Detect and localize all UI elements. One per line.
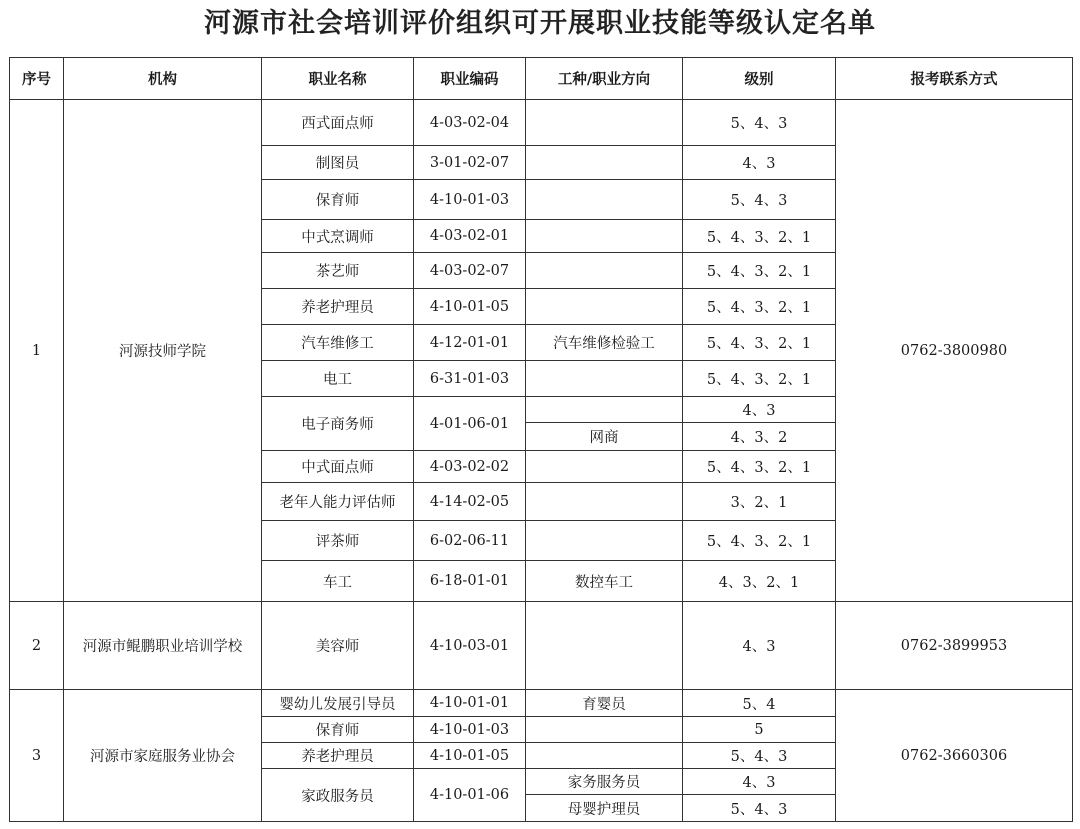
job-code-cell: 4-01-06-01 [414, 397, 526, 451]
job-name-cell: 中式烹调师 [262, 220, 414, 253]
job-name-cell: 评茶师 [262, 521, 414, 561]
contact-cell: 0762-3660306 [836, 690, 1073, 822]
seq-cell: 1 [10, 100, 64, 602]
level-cell: 5、4 [683, 690, 836, 717]
direction-cell [526, 483, 683, 521]
direction-cell [526, 397, 683, 423]
direction-cell [526, 717, 683, 743]
job-code-cell: 6-31-01-03 [414, 361, 526, 397]
job-code-cell: 4-10-01-05 [414, 289, 526, 325]
job-name-cell: 老年人能力评估师 [262, 483, 414, 521]
job-code-cell: 4-10-01-03 [414, 180, 526, 220]
job-code-cell: 6-02-06-11 [414, 521, 526, 561]
job-name-cell: 西式面点师 [262, 100, 414, 146]
job-name-cell: 茶艺师 [262, 253, 414, 289]
level-cell: 5、4、3、2、1 [683, 289, 836, 325]
job-name-cell: 电工 [262, 361, 414, 397]
header-level: 级别 [683, 58, 836, 100]
job-name-cell: 保育师 [262, 717, 414, 743]
certification-table [9, 57, 1073, 822]
level-cell: 5、4、3 [683, 795, 836, 822]
header-row [10, 58, 1073, 100]
contact-cell: 0762-3899953 [836, 602, 1073, 690]
level-cell: 5、4、3、2、1 [683, 325, 836, 361]
job-name-cell: 中式面点师 [262, 451, 414, 483]
direction-cell [526, 253, 683, 289]
job-code-cell: 4-12-01-01 [414, 325, 526, 361]
job-code-cell: 4-03-02-01 [414, 220, 526, 253]
direction-cell [526, 100, 683, 146]
job-code-cell: 3-01-02-07 [414, 146, 526, 180]
job-code-cell: 4-10-01-06 [414, 769, 526, 822]
header-contact: 报考联系方式 [836, 58, 1073, 100]
direction-cell: 母婴护理员 [526, 795, 683, 822]
level-cell: 5、4、3、2、1 [683, 361, 836, 397]
org-cell: 河源市家庭服务业协会 [64, 690, 262, 822]
job-name-cell: 车工 [262, 561, 414, 602]
header-job-code: 职业编码 [414, 58, 526, 100]
table-row [10, 100, 1073, 146]
job-name-cell: 制图员 [262, 146, 414, 180]
header-direction: 工种/职业方向 [526, 58, 683, 100]
org-cell: 河源技师学院 [64, 100, 262, 602]
seq-cell: 3 [10, 690, 64, 822]
direction-cell [526, 602, 683, 690]
direction-cell [526, 451, 683, 483]
level-cell: 5 [683, 717, 836, 743]
job-name-cell: 电子商务师 [262, 397, 414, 451]
direction-cell: 汽车维修检验工 [526, 325, 683, 361]
direction-cell: 数控车工 [526, 561, 683, 602]
level-cell: 5、4、3 [683, 743, 836, 769]
job-code-cell: 4-14-02-05 [414, 483, 526, 521]
level-cell: 4、3、2 [683, 423, 836, 451]
direction-cell: 家务服务员 [526, 769, 683, 795]
job-name-cell: 保育师 [262, 180, 414, 220]
direction-cell [526, 289, 683, 325]
table-row [10, 602, 1073, 690]
contact-cell: 0762-3800980 [836, 100, 1073, 602]
direction-cell: 育婴员 [526, 690, 683, 717]
direction-cell [526, 220, 683, 253]
direction-cell [526, 180, 683, 220]
level-cell: 5、4、3、2、1 [683, 220, 836, 253]
job-name-cell: 养老护理员 [262, 289, 414, 325]
header-job-name: 职业名称 [262, 58, 414, 100]
level-cell: 4、3、2、1 [683, 561, 836, 602]
level-cell: 3、2、1 [683, 483, 836, 521]
level-cell: 5、4、3 [683, 100, 836, 146]
job-code-cell: 4-03-02-02 [414, 451, 526, 483]
direction-cell [526, 743, 683, 769]
level-cell: 4、3 [683, 146, 836, 180]
direction-cell [526, 146, 683, 180]
level-cell: 5、4、3、2、1 [683, 521, 836, 561]
job-code-cell: 4-10-01-03 [414, 717, 526, 743]
seq-cell: 2 [10, 602, 64, 690]
direction-cell: 网商 [526, 423, 683, 451]
job-name-cell: 家政服务员 [262, 769, 414, 822]
job-code-cell: 4-10-03-01 [414, 602, 526, 690]
level-cell: 5、4、3、2、1 [683, 253, 836, 289]
org-cell: 河源市鲲鹏职业培训学校 [64, 602, 262, 690]
level-cell: 4、3 [683, 769, 836, 795]
header-seq: 序号 [10, 58, 64, 100]
job-name-cell: 汽车维修工 [262, 325, 414, 361]
direction-cell [526, 361, 683, 397]
job-code-cell: 4-10-01-01 [414, 690, 526, 717]
job-code-cell: 4-03-02-04 [414, 100, 526, 146]
level-cell: 4、3 [683, 397, 836, 423]
job-code-cell: 4-03-02-07 [414, 253, 526, 289]
job-name-cell: 婴幼儿发展引导员 [262, 690, 414, 717]
job-code-cell: 6-18-01-01 [414, 561, 526, 602]
level-cell: 5、4、3、2、1 [683, 451, 836, 483]
table-row [10, 690, 1073, 717]
job-name-cell: 养老护理员 [262, 743, 414, 769]
job-name-cell: 美容师 [262, 602, 414, 690]
level-cell: 4、3 [683, 602, 836, 690]
direction-cell [526, 521, 683, 561]
job-code-cell: 4-10-01-05 [414, 743, 526, 769]
level-cell: 5、4、3 [683, 180, 836, 220]
page-title: 河源市社会培训评价组织可开展职业技能等级认定名单 [204, 8, 876, 39]
header-org: 机构 [64, 58, 262, 100]
